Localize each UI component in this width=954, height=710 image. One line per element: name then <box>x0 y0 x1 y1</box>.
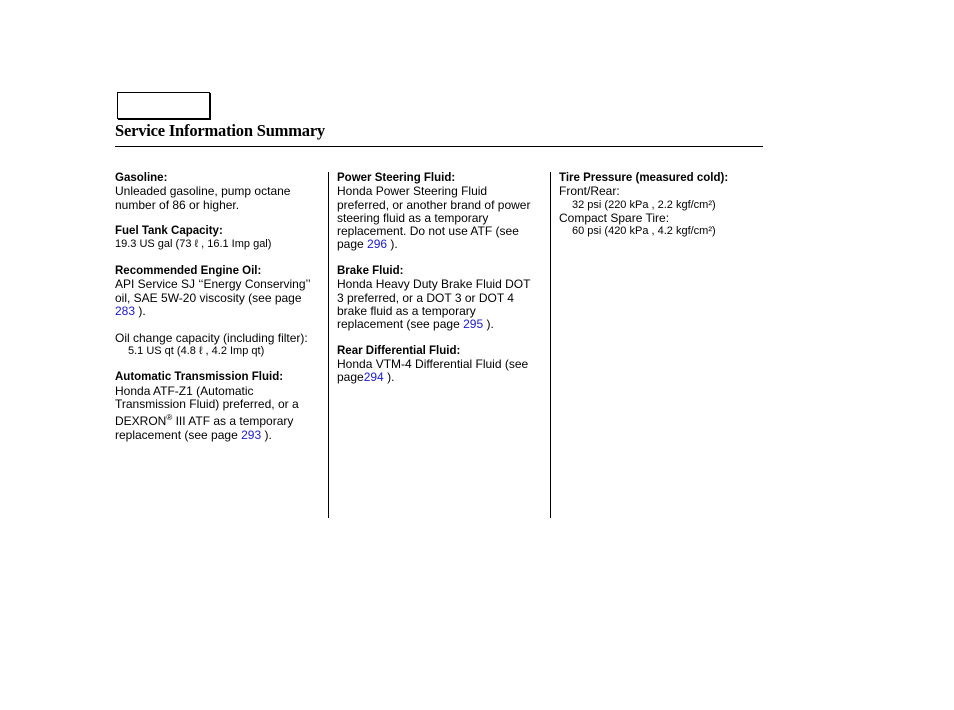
rear-diff-page-link[interactable]: 294 <box>363 370 384 385</box>
atf-desc-a: Honda ATF-Z1 (Automatic Transmission Fluid) preferred, or a DEXRON <box>115 383 299 429</box>
oil-capacity-section <box>115 332 321 359</box>
power-steering-page-link[interactable]: 296 <box>367 237 388 252</box>
registered-mark: ® <box>166 413 173 423</box>
power-steering-section <box>337 172 540 252</box>
engine-oil-page-link[interactable]: 283 <box>115 303 136 318</box>
engine-oil-label: Recommended Engine Oil: <box>115 265 262 278</box>
rear-diff-text <box>337 358 540 385</box>
power-steering-text <box>337 185 540 251</box>
atf-page-link[interactable]: 293 <box>241 427 262 442</box>
column-3 <box>559 172 759 252</box>
column-1 <box>115 172 321 455</box>
title-rule <box>115 146 763 147</box>
spare-tire-value: 60 psi (420 kPa , 4.2 kgf/cm²) <box>572 225 716 238</box>
atf-desc-b: III ATF as a temporary replacement (see page <box>115 414 294 442</box>
fuel-tank-section <box>115 225 321 252</box>
atf-label: Automatic Transmission Fluid: <box>115 371 284 384</box>
power-steering-desc: Honda Power Steering Fluid preferred, or another brand of power steering fluid as a temporary replacement. Do not use ATF (see page <box>337 184 531 252</box>
page-title: Service Information Summary <box>115 121 325 140</box>
rear-diff-suffix: ). <box>387 370 395 385</box>
engine-oil-suffix: ). <box>138 303 146 318</box>
brake-fluid-suffix: ). <box>486 317 494 332</box>
brake-fluid-section <box>337 265 540 331</box>
front-rear-value: 32 psi (220 kPa , 2.2 kgf/cm²) <box>572 198 716 211</box>
power-steering-label: Power Steering Fluid: <box>337 172 456 184</box>
tire-pressure-label: Tire Pressure (measured cold): <box>559 172 729 184</box>
atf-suffix: ). <box>264 427 272 442</box>
rear-diff-desc: Honda VTM-4 Differential Fluid (see page <box>337 357 529 385</box>
brake-fluid-page-link[interactable]: 295 <box>463 317 484 332</box>
front-rear-label: Front/Rear: <box>559 184 620 199</box>
spare-tire-label: Compact Spare Tire: <box>559 210 670 225</box>
brake-fluid-text <box>337 278 540 331</box>
atf-text <box>115 385 321 442</box>
engine-oil-text <box>115 278 321 318</box>
brake-fluid-desc: Honda Heavy Duty Brake Fluid DOT 3 preferred, or a DOT 3 or DOT 4 brake fluid as a temporary replacement (see page <box>337 277 531 332</box>
tire-pressure-section <box>559 172 759 238</box>
gasoline-text: Unleaded gasoline, pump octane number of 86 or higher. <box>115 184 291 212</box>
engine-oil-desc: API Service SJ ‘‘Energy Conserving’’ oil, SAE 5W-20 viscosity (see page <box>115 277 311 305</box>
column-divider-1 <box>328 172 329 518</box>
oil-capacity-text: Oil change capacity (including filter): <box>115 330 308 345</box>
rear-diff-label: Rear Differential Fluid: <box>337 344 461 357</box>
atf-section <box>115 371 321 441</box>
oil-capacity-value: 5.1 US qt (4.8 ℓ , 4.2 Imp qt) <box>128 344 265 357</box>
engine-oil-section <box>115 265 321 318</box>
nav-button-box[interactable] <box>117 92 210 119</box>
power-steering-suffix: ). <box>390 237 398 252</box>
fuel-tank-label: Fuel Tank Capacity: <box>115 225 223 238</box>
column-divider-2 <box>550 172 551 518</box>
gasoline-section <box>115 172 321 212</box>
fuel-tank-text: 19.3 US gal (73 ℓ , 16.1 Imp gal) <box>115 238 272 251</box>
column-2 <box>337 172 540 398</box>
gasoline-label: Gasoline: <box>115 172 168 184</box>
brake-fluid-label: Brake Fluid: <box>337 265 404 278</box>
rear-diff-section <box>337 345 540 385</box>
